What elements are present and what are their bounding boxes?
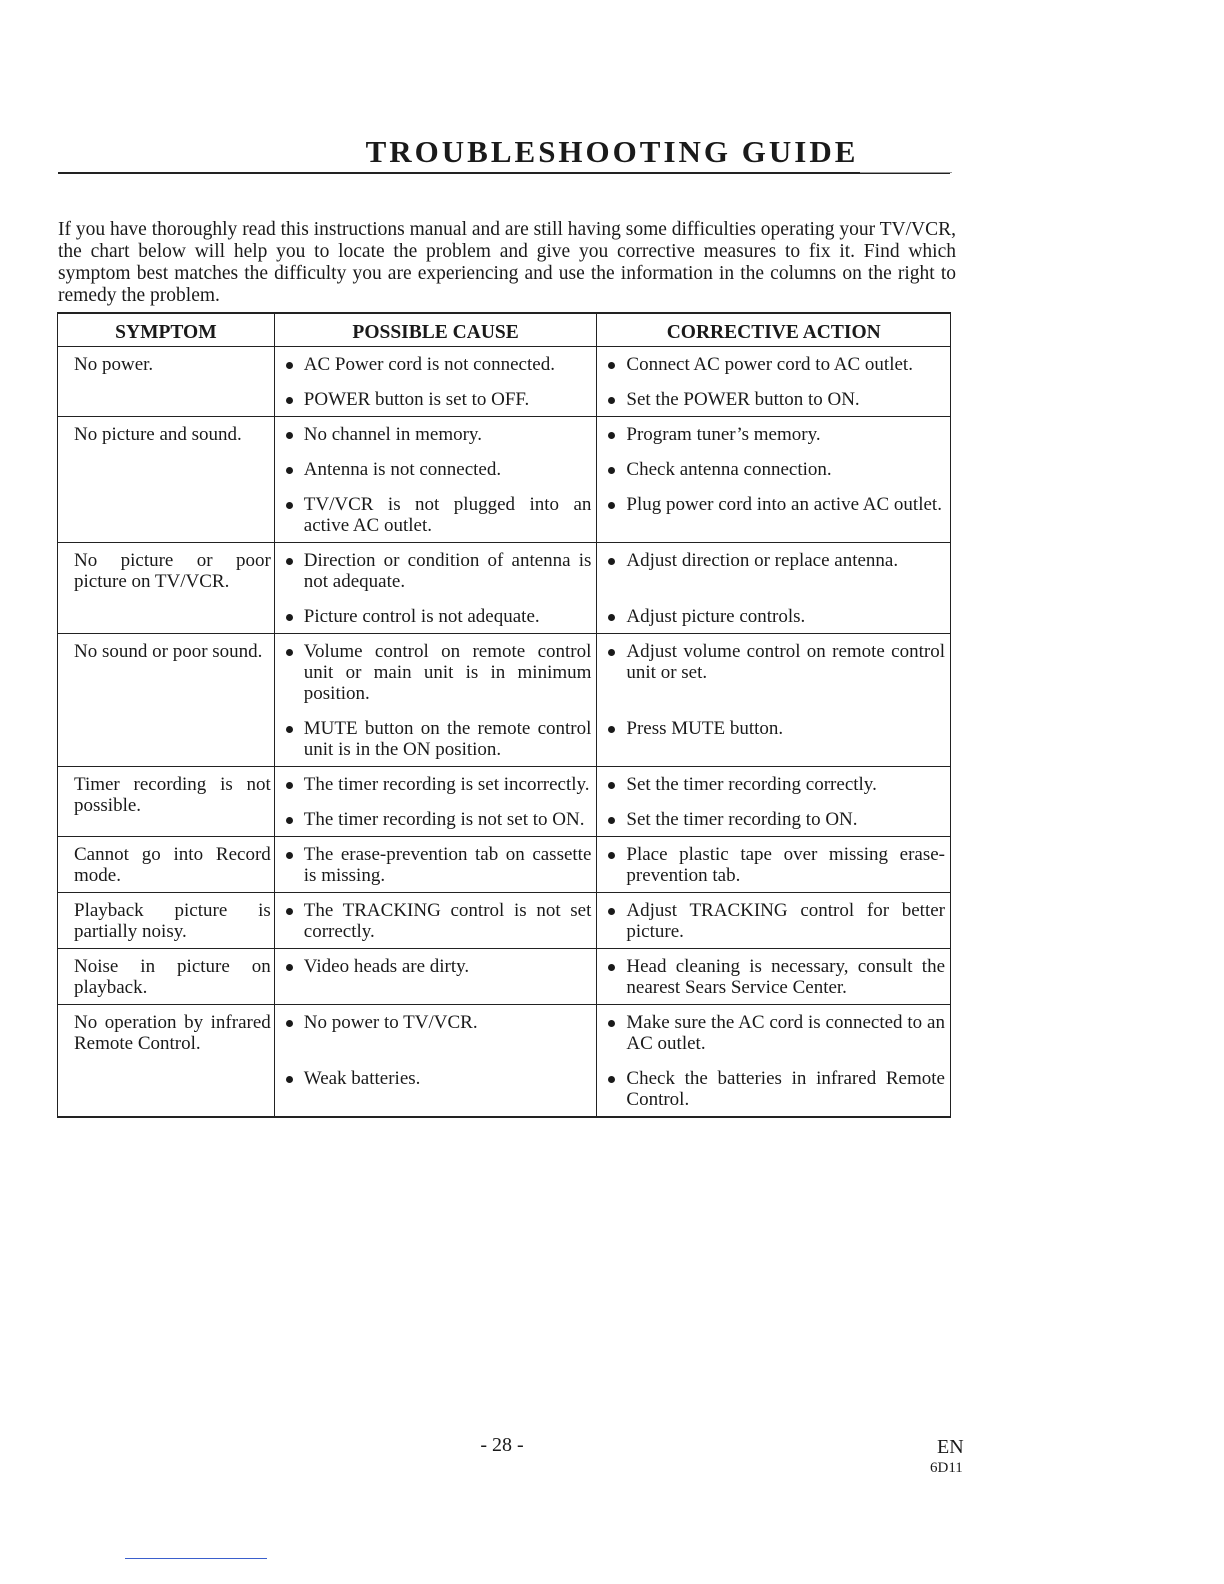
title-underline-faint (860, 172, 952, 173)
header-corrective-action: CORRECTIVE ACTION (597, 313, 951, 347)
action-item: Set the POWER button to ON. (600, 389, 947, 410)
corrective-action-cell (597, 837, 951, 893)
cause-list (278, 956, 594, 998)
possible-cause-cell (274, 949, 597, 1005)
cause-item: No power to TV/VCR. (278, 1012, 594, 1054)
cause-item: The TRACKING control is not set correctly. (278, 900, 594, 942)
cause-item: The timer recording is set incorrectly. (278, 774, 594, 795)
cause-item: AC Power cord is not connected. (278, 354, 594, 375)
cause-item: TV/VCR is not plugged into an active AC outlet. (278, 494, 594, 536)
symptom-cell: Noise in picture on playback. (58, 949, 275, 1005)
cause-item: POWER button is set to OFF. (278, 389, 594, 410)
action-item: Adjust direction or replace antenna. (600, 550, 947, 592)
cause-item: MUTE button on the remote control unit is in the ON position. (278, 718, 594, 760)
table-row (58, 634, 951, 767)
action-list (600, 774, 947, 830)
action-item: Head cleaning is necessary, consult the nearest Sears Service Center. (600, 956, 947, 998)
table-body (58, 347, 951, 1118)
action-item: Press MUTE button. (600, 718, 947, 760)
action-list (600, 550, 947, 627)
page-number: - 28 - (480, 1434, 524, 1456)
possible-cause-cell (274, 767, 597, 837)
action-item: Connect AC power cord to AC outlet. (600, 354, 947, 375)
cause-item: Volume control on remote control unit or main unit is in minimum position. (278, 641, 594, 704)
cause-item: Weak batteries. (278, 1068, 594, 1110)
corrective-action-cell (597, 893, 951, 949)
action-list (600, 900, 947, 942)
symptom-cell: No operation by infrared Remote Control. (58, 1005, 275, 1118)
action-item: Set the timer recording correctly. (600, 774, 947, 795)
cause-item: Direction or condition of antenna is not adequate. (278, 550, 594, 592)
possible-cause-cell (274, 837, 597, 893)
action-item: Adjust volume control on remote control unit or set. (600, 641, 947, 704)
corrective-action-cell (597, 767, 951, 837)
symptom-cell: No sound or poor sound. (58, 634, 275, 767)
cause-item: Video heads are dirty. (278, 956, 594, 998)
cause-list (278, 774, 594, 830)
symptom-cell: No picture or poor picture on TV/VCR. (58, 543, 275, 634)
table-row (58, 837, 951, 893)
action-list (600, 956, 947, 998)
cause-item: Antenna is not connected. (278, 459, 594, 480)
bottom-rule (125, 1558, 267, 1559)
action-item: Make sure the AC cord is connected to an AC outlet. (600, 1012, 947, 1054)
cause-item: The erase-prevention tab on cassette is missing. (278, 844, 594, 886)
table-row (58, 893, 951, 949)
corrective-action-cell (597, 347, 951, 417)
cause-item: No channel in memory. (278, 424, 594, 445)
cause-item: The timer recording is not set to ON. (278, 809, 594, 830)
action-list (600, 424, 947, 536)
corrective-action-cell (597, 1005, 951, 1118)
action-item: Place plastic tape over missing erase-prevention tab. (600, 844, 947, 886)
action-item: Adjust picture controls. (600, 606, 947, 627)
header-possible-cause: POSSIBLE CAUSE (274, 313, 597, 347)
corrective-action-cell (597, 417, 951, 543)
action-item: Check the batteries in infrared Remote Control. (600, 1068, 947, 1110)
action-item: Plug power cord into an active AC outlet. (600, 494, 947, 536)
possible-cause-cell (274, 893, 597, 949)
symptom-cell: No picture and sound. (58, 417, 275, 543)
language-code: EN (937, 1436, 964, 1458)
possible-cause-cell (274, 347, 597, 417)
table-row (58, 949, 951, 1005)
table-row (58, 347, 951, 417)
action-list (600, 1012, 947, 1110)
troubleshooting-table (57, 312, 951, 1118)
table-header-row (58, 313, 951, 347)
cause-list (278, 844, 594, 886)
possible-cause-cell (274, 417, 597, 543)
title-underline (58, 172, 950, 174)
model-code: 6D11 (930, 1460, 963, 1476)
cause-list (278, 424, 594, 536)
cause-list (278, 641, 594, 760)
possible-cause-cell (274, 634, 597, 767)
header-symptom: SYMPTOM (58, 313, 275, 347)
symptom-cell: No power. (58, 347, 275, 417)
page-title: TROUBLESHOOTING GUIDE (365, 134, 859, 169)
cause-list (278, 900, 594, 942)
corrective-action-cell (597, 949, 951, 1005)
cause-list (278, 354, 594, 410)
action-list (600, 844, 947, 886)
possible-cause-cell (274, 543, 597, 634)
action-item: Adjust TRACKING control for better picture. (600, 900, 947, 942)
corrective-action-cell (597, 543, 951, 634)
action-item: Check antenna connection. (600, 459, 947, 480)
action-list (600, 641, 947, 760)
table-row (58, 1005, 951, 1118)
table-row (58, 417, 951, 543)
symptom-cell: Timer recording is not possible. (58, 767, 275, 837)
action-list (600, 354, 947, 410)
action-item: Program tuner’s memory. (600, 424, 947, 445)
possible-cause-cell (274, 1005, 597, 1118)
intro-paragraph: If you have thoroughly read this instructions manual and are still having some difficulties operating your TV/VCR, the chart below will help you to locate the problem and give you corrective measures to fix it. Find which symptom best matches the difficulty you are experiencing and use the information in the columns on the right to remedy the problem. (58, 218, 956, 306)
cause-item: Picture control is not adequate. (278, 606, 594, 627)
table-row (58, 543, 951, 634)
symptom-cell: Cannot go into Record mode. (58, 837, 275, 893)
cause-list (278, 550, 594, 627)
symptom-cell: Playback picture is partially noisy. (58, 893, 275, 949)
cause-list (278, 1012, 594, 1110)
action-item: Set the timer recording to ON. (600, 809, 947, 830)
corrective-action-cell (597, 634, 951, 767)
table-row (58, 767, 951, 837)
